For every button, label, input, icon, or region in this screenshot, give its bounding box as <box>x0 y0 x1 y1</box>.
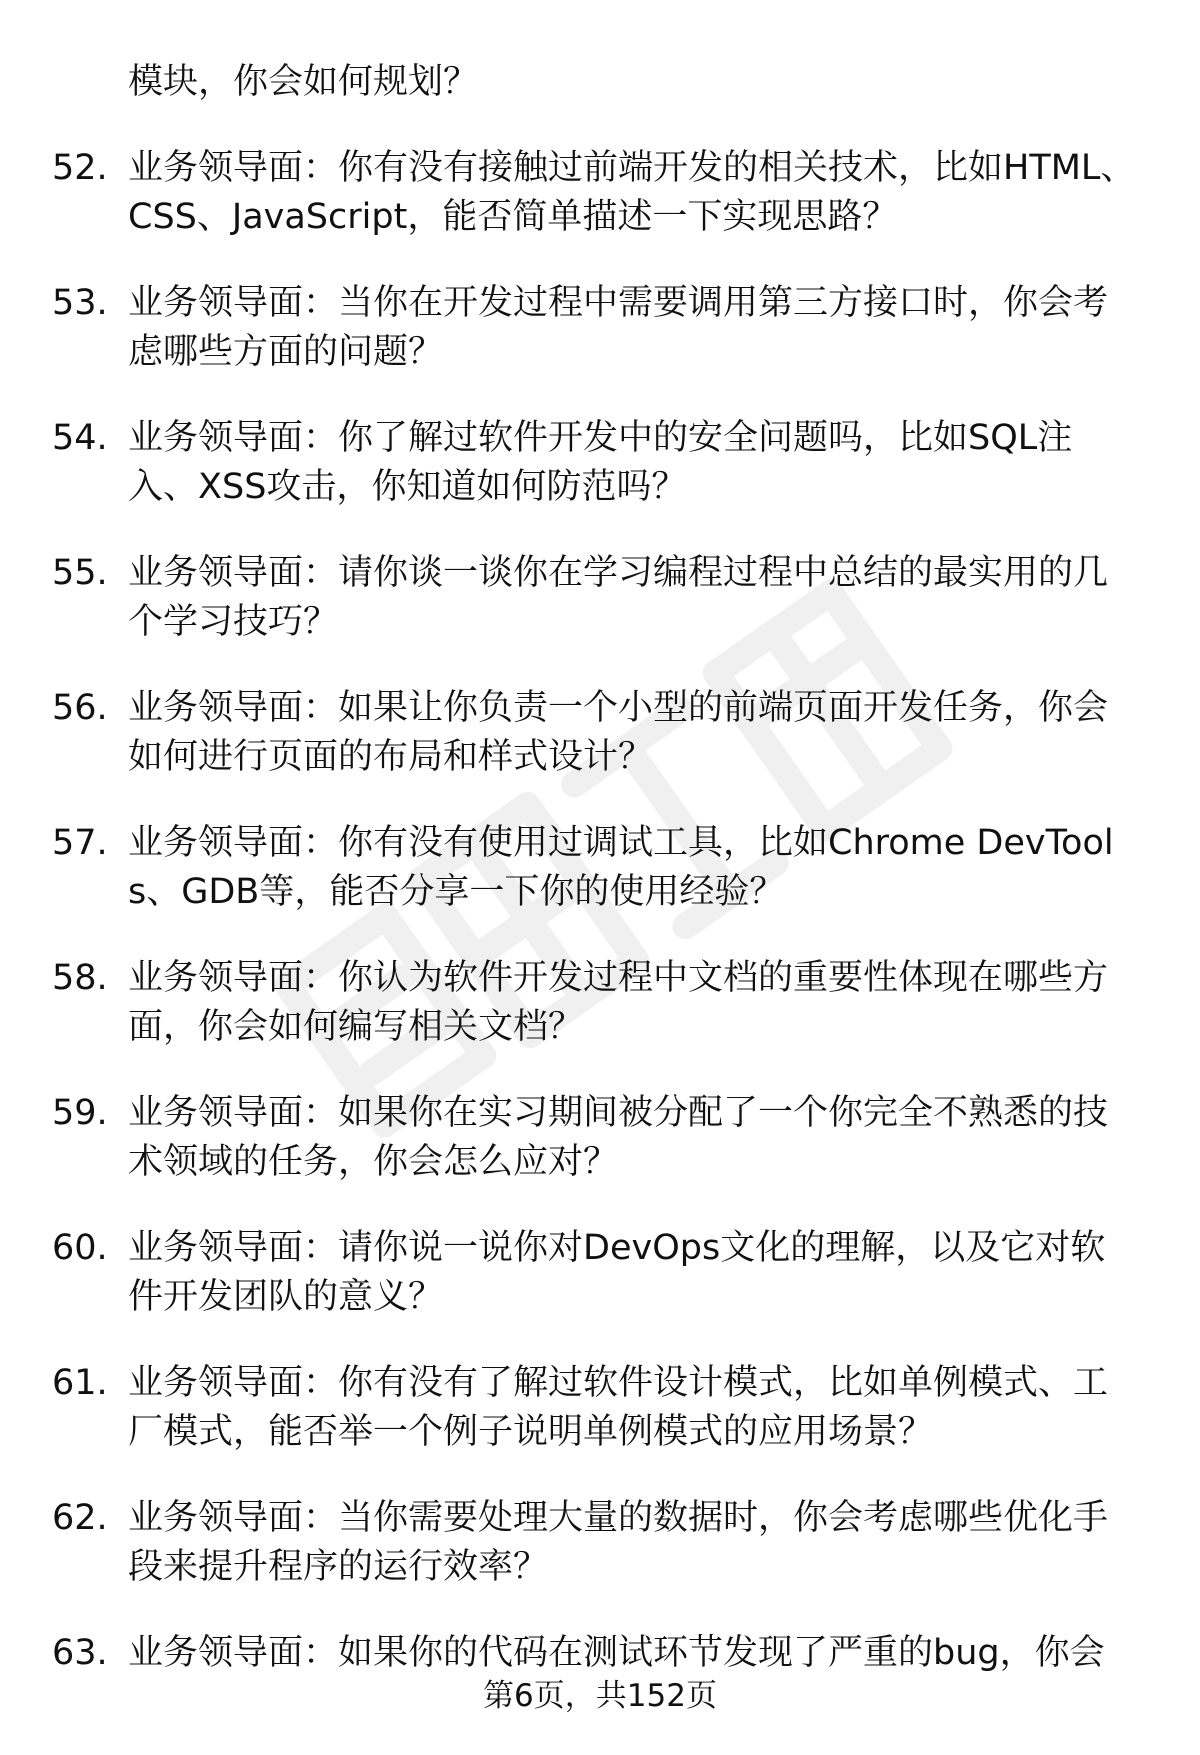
list-item <box>0 1224 1200 1322</box>
list-item <box>0 1359 1200 1457</box>
list-item <box>0 549 1200 647</box>
list-item <box>0 954 1200 1052</box>
item-text: 模块，你会如何规划？ <box>128 62 479 102</box>
item-number: 55. <box>52 553 108 593</box>
item-number: 56. <box>52 688 108 728</box>
item-number: 52. <box>52 148 108 188</box>
item-text: 业务领导面：你有没有使用过调试工具，比如Chrome DevTools、GDB等，能否分享一下你的使用经验？ <box>128 823 1114 912</box>
item-text: 业务领导面：你认为软件开发过程中文档的重要性体现在哪些方面，你会如何编写相关文档？ <box>128 958 1109 1047</box>
item-text: 业务领导面：你了解过软件开发中的安全问题吗，比如SQL注入、XSS攻击，你知道如何防范吗？ <box>128 418 1073 507</box>
item-number: 58. <box>52 958 108 998</box>
list-item <box>0 1494 1200 1592</box>
item-number: 62. <box>52 1498 108 1538</box>
list-item <box>0 1629 1200 1678</box>
item-number: 57. <box>52 823 108 863</box>
item-number: 61. <box>52 1363 108 1403</box>
item-text: 业务领导面：如果你在实习期间被分配了一个你完全不熟悉的技术领域的任务，你会怎么应对？ <box>128 1093 1109 1182</box>
list-item <box>0 144 1200 242</box>
item-text: 业务领导面：如果让你负责一个小型的前端页面开发任务，你会如何进行页面的布局和样式设计？ <box>128 688 1109 777</box>
item-text: 业务领导面：当你需要处理大量的数据时，你会考虑哪些优化手段来提升程序的运行效率？ <box>128 1498 1109 1587</box>
item-text: 业务领导面：如果你的代码在测试环节发现了严重的bug，你会 <box>128 1633 1105 1673</box>
list-item <box>0 1089 1200 1187</box>
item-number: 60. <box>52 1228 108 1268</box>
item-number: 63. <box>52 1633 108 1673</box>
list-item <box>0 279 1200 377</box>
question-list <box>0 58 1200 1715</box>
item-text: 业务领导面：当你在开发过程中需要调用第三方接口时，你会考虑哪些方面的问题？ <box>128 283 1109 372</box>
item-text: 业务领导面：请你说一说你对DevOps文化的理解，以及它对软件开发团队的意义？ <box>128 1228 1106 1317</box>
item-text: 业务领导面：请你谈一谈你在学习编程过程中总结的最实用的几个学习技巧？ <box>128 553 1109 642</box>
list-item <box>0 58 1200 107</box>
list-item <box>0 414 1200 512</box>
list-item <box>0 819 1200 917</box>
item-text: 业务领导面：你有没有接触过前端开发的相关技术，比如HTML、CSS、JavaScript，能否简单描述一下实现思路？ <box>128 148 1136 237</box>
item-number: 59. <box>52 1093 108 1133</box>
page-footer: 第6页，共152页 <box>483 1678 717 1714</box>
item-number: 54. <box>52 418 108 458</box>
item-number: 53. <box>52 283 108 323</box>
list-item <box>0 684 1200 782</box>
item-text: 业务领导面：你有没有了解过软件设计模式，比如单例模式、工厂模式，能否举一个例子说明单例模式的应用场景？ <box>128 1363 1109 1452</box>
